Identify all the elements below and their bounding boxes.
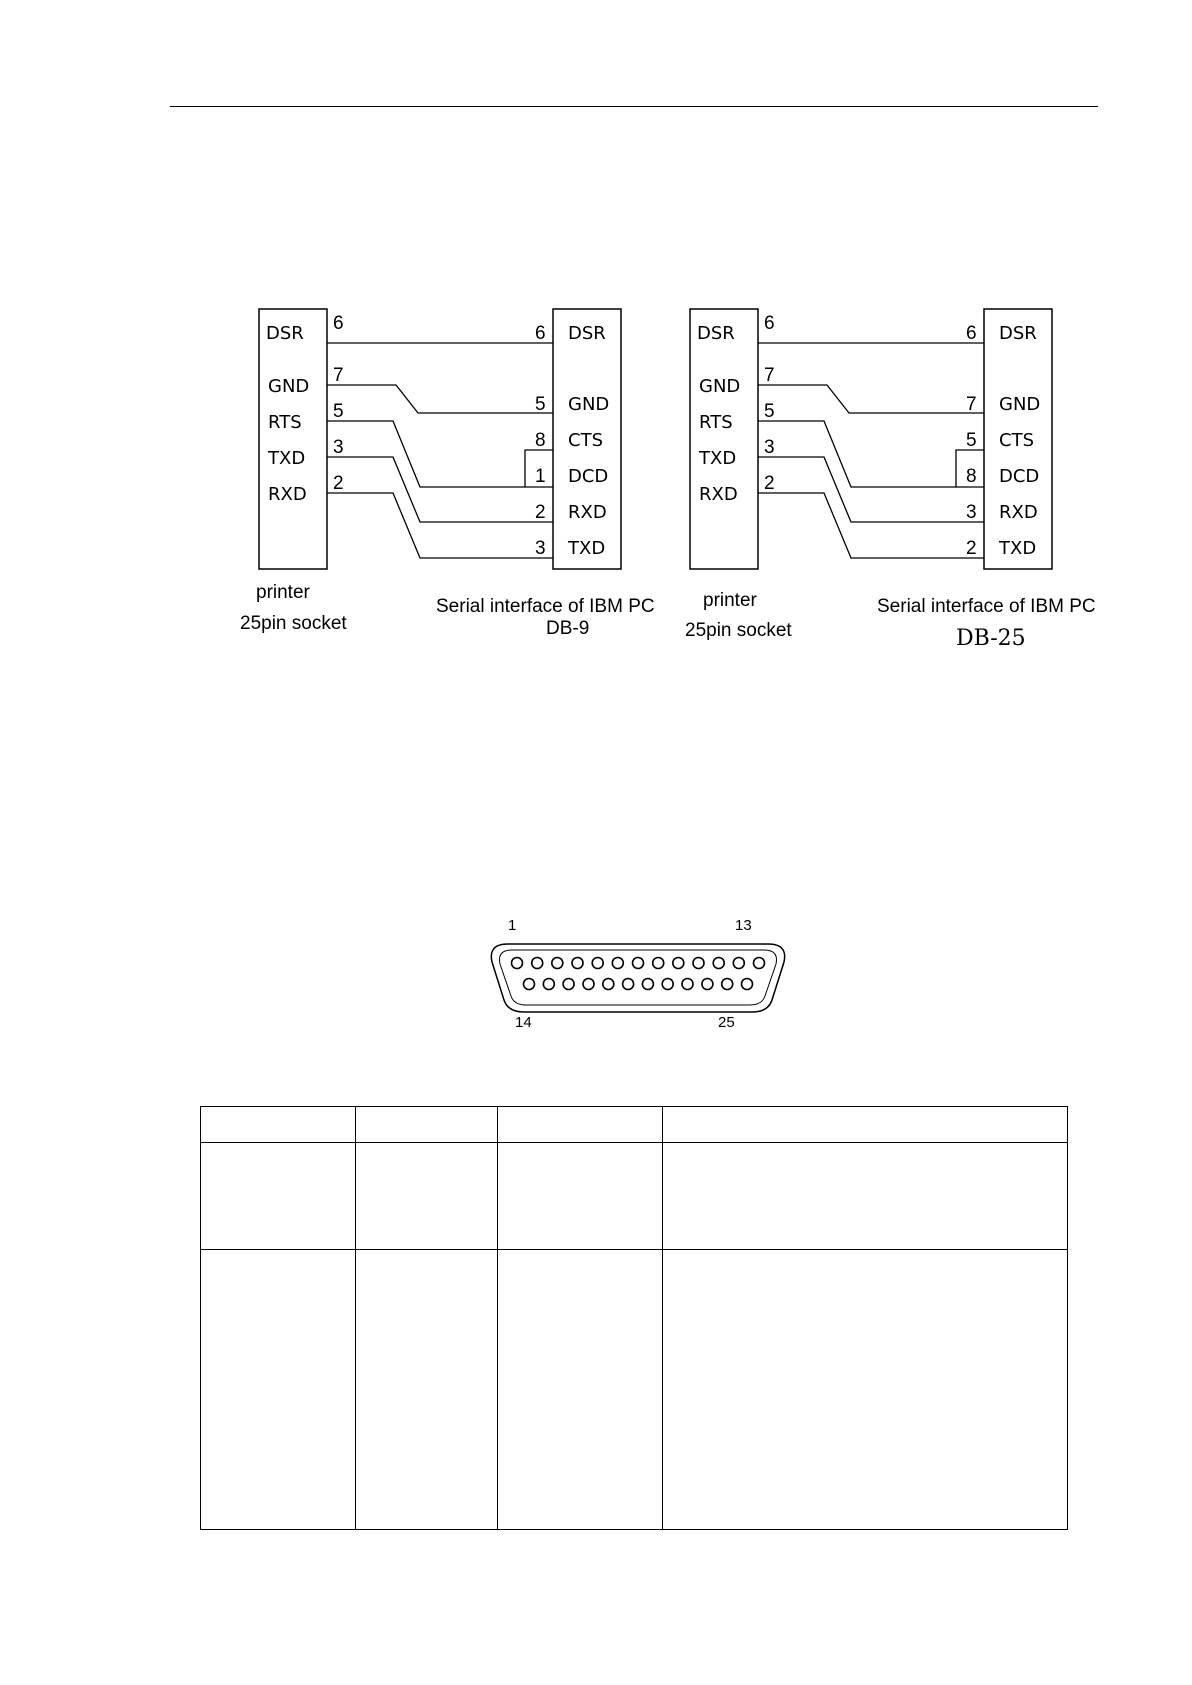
signal-table xyxy=(200,1106,1068,1530)
connector-pin-6 xyxy=(612,958,623,969)
connector-pin-10 xyxy=(693,958,704,969)
db25-printer-signal-rts: RTS xyxy=(699,412,733,433)
db9-pc-caption-2: DB-9 xyxy=(546,618,590,639)
db25-printer-signal-txd: TXD xyxy=(699,448,737,469)
table-cell xyxy=(355,1143,497,1250)
db25-printer-caption: printer xyxy=(703,590,757,611)
db25-pc-signal-txd: TXD xyxy=(999,538,1037,559)
db25-wire-rts-dcd xyxy=(758,421,984,487)
db9-pc-signal-gnd: GND xyxy=(568,394,610,415)
connector-pin-1 xyxy=(512,958,523,969)
db9-diagram xyxy=(259,309,621,569)
db25-diagram xyxy=(690,309,1052,569)
connector-pin-23 xyxy=(702,979,713,990)
db25-pc-pin-7: 7 xyxy=(966,394,977,415)
db9-printer-caption: printer xyxy=(256,582,310,603)
table-cell xyxy=(497,1107,663,1143)
db25-pc-caption: Serial interface of IBM PC xyxy=(877,596,1096,617)
db25-pc-signal-cts: CTS xyxy=(999,430,1034,451)
db25-printer-signal-gnd: GND xyxy=(699,376,741,397)
db25-wire-gnd xyxy=(758,385,984,413)
db25-printer-caption-2: 25pin socket xyxy=(685,620,792,641)
db9-pc-pin-5: 5 xyxy=(535,394,546,415)
connector-label-25: 25 xyxy=(718,1014,735,1031)
db9-pc-signal-dcd: DCD xyxy=(568,466,609,487)
table-row xyxy=(201,1143,1068,1250)
table-cell xyxy=(663,1250,1068,1530)
connector-pin-2 xyxy=(532,958,543,969)
connector-pin-19 xyxy=(623,979,634,990)
db9-pc-signal-txd: TXD xyxy=(568,538,606,559)
db25-printer-box xyxy=(690,309,758,569)
db9-printer-signal-txd: TXD xyxy=(268,448,306,469)
db9-pc-pin-3: 3 xyxy=(535,538,546,559)
table-cell xyxy=(497,1143,663,1250)
db25-pc-pin-5: 5 xyxy=(966,430,977,451)
table-cell xyxy=(663,1143,1068,1250)
connector-pin-4 xyxy=(572,958,583,969)
db9-printer-pin-5: 5 xyxy=(333,401,344,422)
db9-pc-pin-1: 1 xyxy=(535,466,546,487)
db9-printer-signal-rts: RTS xyxy=(268,412,302,433)
connector-shell xyxy=(491,944,784,1012)
db25-printer-pin-2: 2 xyxy=(764,473,775,494)
connector-pin-22 xyxy=(682,979,693,990)
db25-printer-pin-3: 3 xyxy=(764,437,775,458)
db25-printer-pin-6: 6 xyxy=(764,313,775,334)
table-cell xyxy=(201,1250,356,1530)
db25-printer-signal-dsr: DSR xyxy=(697,323,735,344)
db9-wire-rts-dcd xyxy=(327,421,553,487)
connector-pins xyxy=(512,958,765,990)
connector-pin-24 xyxy=(722,979,733,990)
db25-pc-pin-3: 3 xyxy=(966,502,977,523)
db25-pc-signal-rxd: RXD xyxy=(999,502,1038,523)
db25-pc-signal-dcd: DCD xyxy=(999,466,1040,487)
connector-pin-20 xyxy=(642,979,653,990)
connector-pin-13 xyxy=(754,958,765,969)
db9-wires xyxy=(327,343,553,558)
table-cell xyxy=(663,1107,1068,1143)
db9-pc-pin-2: 2 xyxy=(535,502,546,523)
db9-pc-pin-6: 6 xyxy=(535,323,546,344)
db9-pc-signal-dsr: DSR xyxy=(568,323,606,344)
connector-pin-9 xyxy=(673,958,684,969)
connector-pin-11 xyxy=(713,958,724,969)
connector-pin-5 xyxy=(592,958,603,969)
connector-pin-25 xyxy=(742,979,753,990)
connector-pin-17 xyxy=(583,979,594,990)
table-cell xyxy=(201,1143,356,1250)
connector-label-13: 13 xyxy=(735,917,752,934)
db25-printer-pin-7: 7 xyxy=(764,365,775,386)
db9-pc-signal-cts: CTS xyxy=(568,430,603,451)
db25-connector xyxy=(491,917,784,1031)
db9-printer-signal-dsr: DSR xyxy=(266,323,304,344)
db25-wire-rxd-txd xyxy=(758,493,984,558)
db9-printer-signal-rxd: RXD xyxy=(268,484,307,505)
db25-printer-signal-rxd: RXD xyxy=(699,484,738,505)
connector-pin-7 xyxy=(633,958,644,969)
connector-pin-16 xyxy=(563,979,574,990)
db9-printer-box xyxy=(259,309,327,569)
db9-printer-pin-7: 7 xyxy=(333,365,344,386)
db9-printer-pin-3: 3 xyxy=(333,437,344,458)
table-cell xyxy=(355,1107,497,1143)
connector-pin-15 xyxy=(543,979,554,990)
db25-wires xyxy=(758,343,984,558)
db25-pc-caption-2: DB-25 xyxy=(956,626,1026,651)
connector-pin-8 xyxy=(653,958,664,969)
db9-wire-txd-rxd xyxy=(327,457,553,522)
connector-label-14: 14 xyxy=(515,1014,532,1031)
connector-pin-14 xyxy=(524,979,535,990)
table-cell xyxy=(201,1107,356,1143)
db9-wire-rxd-txd xyxy=(327,493,553,558)
connector-pin-18 xyxy=(603,979,614,990)
connector-label-1: 1 xyxy=(508,917,517,934)
table-header-row xyxy=(201,1107,1068,1143)
db9-pc-pin-8: 8 xyxy=(535,430,546,451)
connector-pin-21 xyxy=(662,979,673,990)
db9-pc-signal-rxd: RXD xyxy=(568,502,607,523)
db25-pc-pin-8: 8 xyxy=(966,466,977,487)
db25-pc-pin-6: 6 xyxy=(966,323,977,344)
table-cell xyxy=(497,1250,663,1530)
db9-wire-gnd xyxy=(327,385,553,413)
db25-wire-txd-rxd xyxy=(758,457,984,522)
db9-printer-caption-2: 25pin socket xyxy=(240,613,347,634)
connector-pin-3 xyxy=(552,958,563,969)
connector-pin-12 xyxy=(733,958,744,969)
db25-pc-signal-dsr: DSR xyxy=(999,323,1037,344)
table-row xyxy=(201,1250,1068,1530)
db9-printer-pin-6: 6 xyxy=(333,313,344,334)
db25-pc-pin-2: 2 xyxy=(966,538,977,559)
db25-printer-pin-5: 5 xyxy=(764,401,775,422)
db25-pc-signal-gnd: GND xyxy=(999,394,1041,415)
db9-printer-pin-2: 2 xyxy=(333,473,344,494)
db9-printer-signal-gnd: GND xyxy=(268,376,310,397)
table-cell xyxy=(355,1250,497,1530)
db9-pc-caption: Serial interface of IBM PC xyxy=(436,596,655,617)
